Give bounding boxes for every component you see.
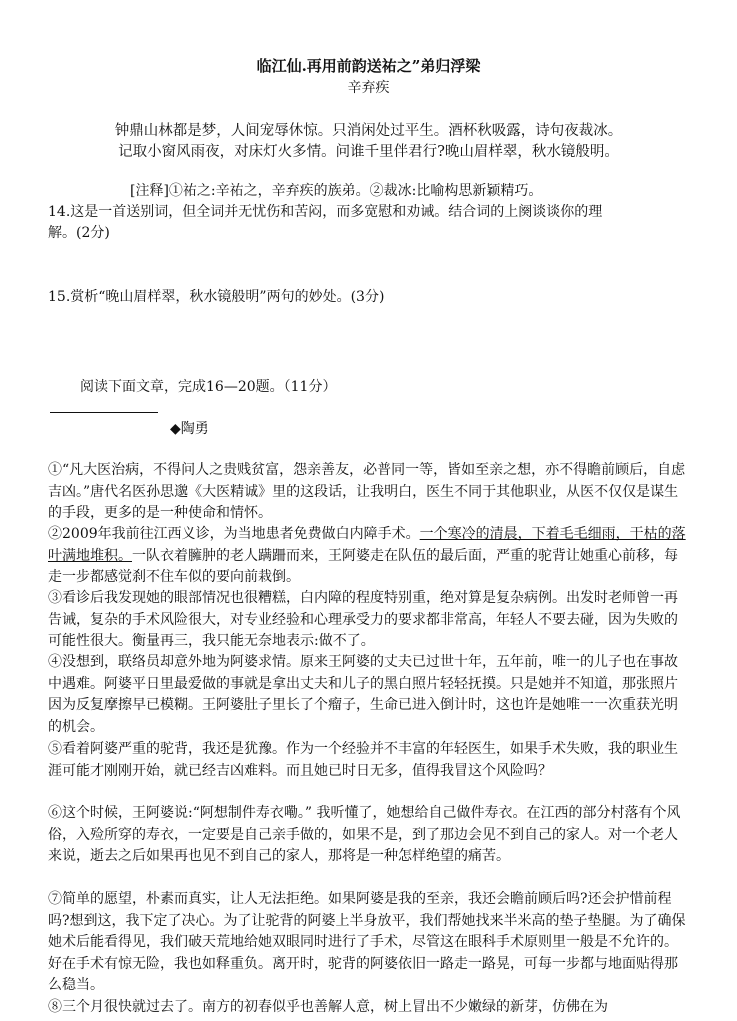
poem-author: 辛弃疾 — [347, 80, 390, 96]
reading-instructions: 阅读下面文章，完成16—20题。（11分） — [80, 379, 337, 395]
question-14-line-2: 解。(2分) — [48, 225, 110, 241]
paragraph-2-text-a: ②2009年我前往江西义诊，为当地患者免费做白内障手术。 — [48, 526, 420, 542]
paragraph-2-underlined-sentence: 一个寒冷的清晨，下着毛毛细雨，干枯的落叶满地堆积。 — [48, 526, 686, 564]
question-14-line-1: 14.这是一首送别词，但全词并无忧伤和苦闷，而多宽慰和劝诫。结合词的上阕谈谈你的理 — [48, 204, 603, 220]
paragraph-2-text-b: 一队衣着臃肿的老人蹒跚而来，王阿婆走在队伍的最后面，严重的驼背让她重心前移，每走一步都感觉刹不住车似的要向前栽倒。 — [48, 547, 678, 585]
paragraph-8: ⑧三个月很快就过去了。南方的初春似乎也善解人意，树上冒出不少嫩绿的新芽，仿佛在为 — [48, 999, 608, 1015]
question-15: 15.赏析“晚山眉样翠，秋水镜般明”两句的妙处。(3分) — [48, 289, 385, 305]
paragraph-7: ⑦简单的愿望，朴素而真实，让人无法拒绝。如果阿婆是我的至亲，我还会瞻前顾后吗?还会护惜前程吗?想到这，我下定了决心。为了让驼背的阿婆上半身放平，我们帮她找来半米高的垫子垫腿。为了确保她术后能看得见，我们破天荒地给她双眼同时进行了手术，尽管这在眼科手术原则里一般是不允许的。好在手术有惊无险，我也如释重负。离开时，驼背的阿婆依旧一路走一路晃，可每一步都与地面贴得那么稳当。 — [48, 891, 686, 993]
paragraph-2 — [48, 524, 688, 589]
poem-title: 临江仙.再用前韵送祐之”弟归浮梁 — [256, 57, 481, 75]
annotation: [注释]①祐之:辛祐之，辛弃疾的族弟。②裁冰:比喻构思新颖精巧。 — [130, 183, 543, 199]
paragraph-5: ⑤看着阿婆严重的驼背，我还是犹豫。作为一个经验并不丰富的年轻医生，如果手术失败，我的职业生涯可能才刚刚开始，就已经吉凶难料。而且她已时日无多，值得我冒这个风险吗？ — [48, 741, 678, 779]
poem-line-2: 记取小窗风雨夜，对床灯火多情。问谁千里伴君行?晚山眉样翠，秋水镜般明。 — [118, 144, 619, 160]
paragraph-1: ①“凡大医治病，不得问人之贵贱贫富，怨亲善友，必普同一等，皆如至亲之想，亦不得瞻前顾后，自虑吉凶。”唐代名医孙思邈《大医精诚》里的这段话，让我明白，医生不同于其他职业，从医不仅仅是谋生的手段，更多的是一种使命和情怀。 — [48, 462, 686, 521]
article-author: ◆陶勇 — [170, 421, 209, 437]
paragraph-4: ④没想到，联络员却意外地为阿婆求情。原来王阿婆的丈夫已过世十年，五年前，唯一的儿子也在事故中遇难。阿婆平日里最爱做的事就是拿出丈夫和儿子的黑白照片轻轻抚摸。只是她并不知道，那张照片因为反复摩擦早已模糊。王阿婆肚子里长了个瘤子，生命已进入倒计时，这也许是她唯一一次重获光明的机会。 — [48, 654, 678, 735]
paragraph-6: ⑥这个时候，王阿婆说:“阿想制件寿衣嘞。” 我听懂了，她想给自己做件寿衣。在江西的部分村落有个风俗，入殓所穿的寿衣，一定要是自己亲手做的，如果不是，到了那边会见不到自己的家人。对一个老人来说，逝去之后如果再也见不到自己的家人，那将是一种怎样绝望的痛苦。 — [48, 805, 681, 864]
paragraph-3: ③看诊后我发现她的眼部情况也很糟糕，白内障的程度特别重，绝对算是复杂病例。出发时老师曾一再告诫，复杂的手术风险很大，对专业经验和心理承受力的要求都非常高，年轻人不要去碰，因为失败的可能性很大。衡量再三，我只能无奈地表示:做不了。 — [48, 590, 678, 649]
poem-line-1: 钟鼎山林都是梦，人间宠辱休惊。只消闲处过平生。酒杯秋吸露，诗句夜裁冰。 — [114, 123, 623, 139]
author-underline — [50, 412, 158, 413]
